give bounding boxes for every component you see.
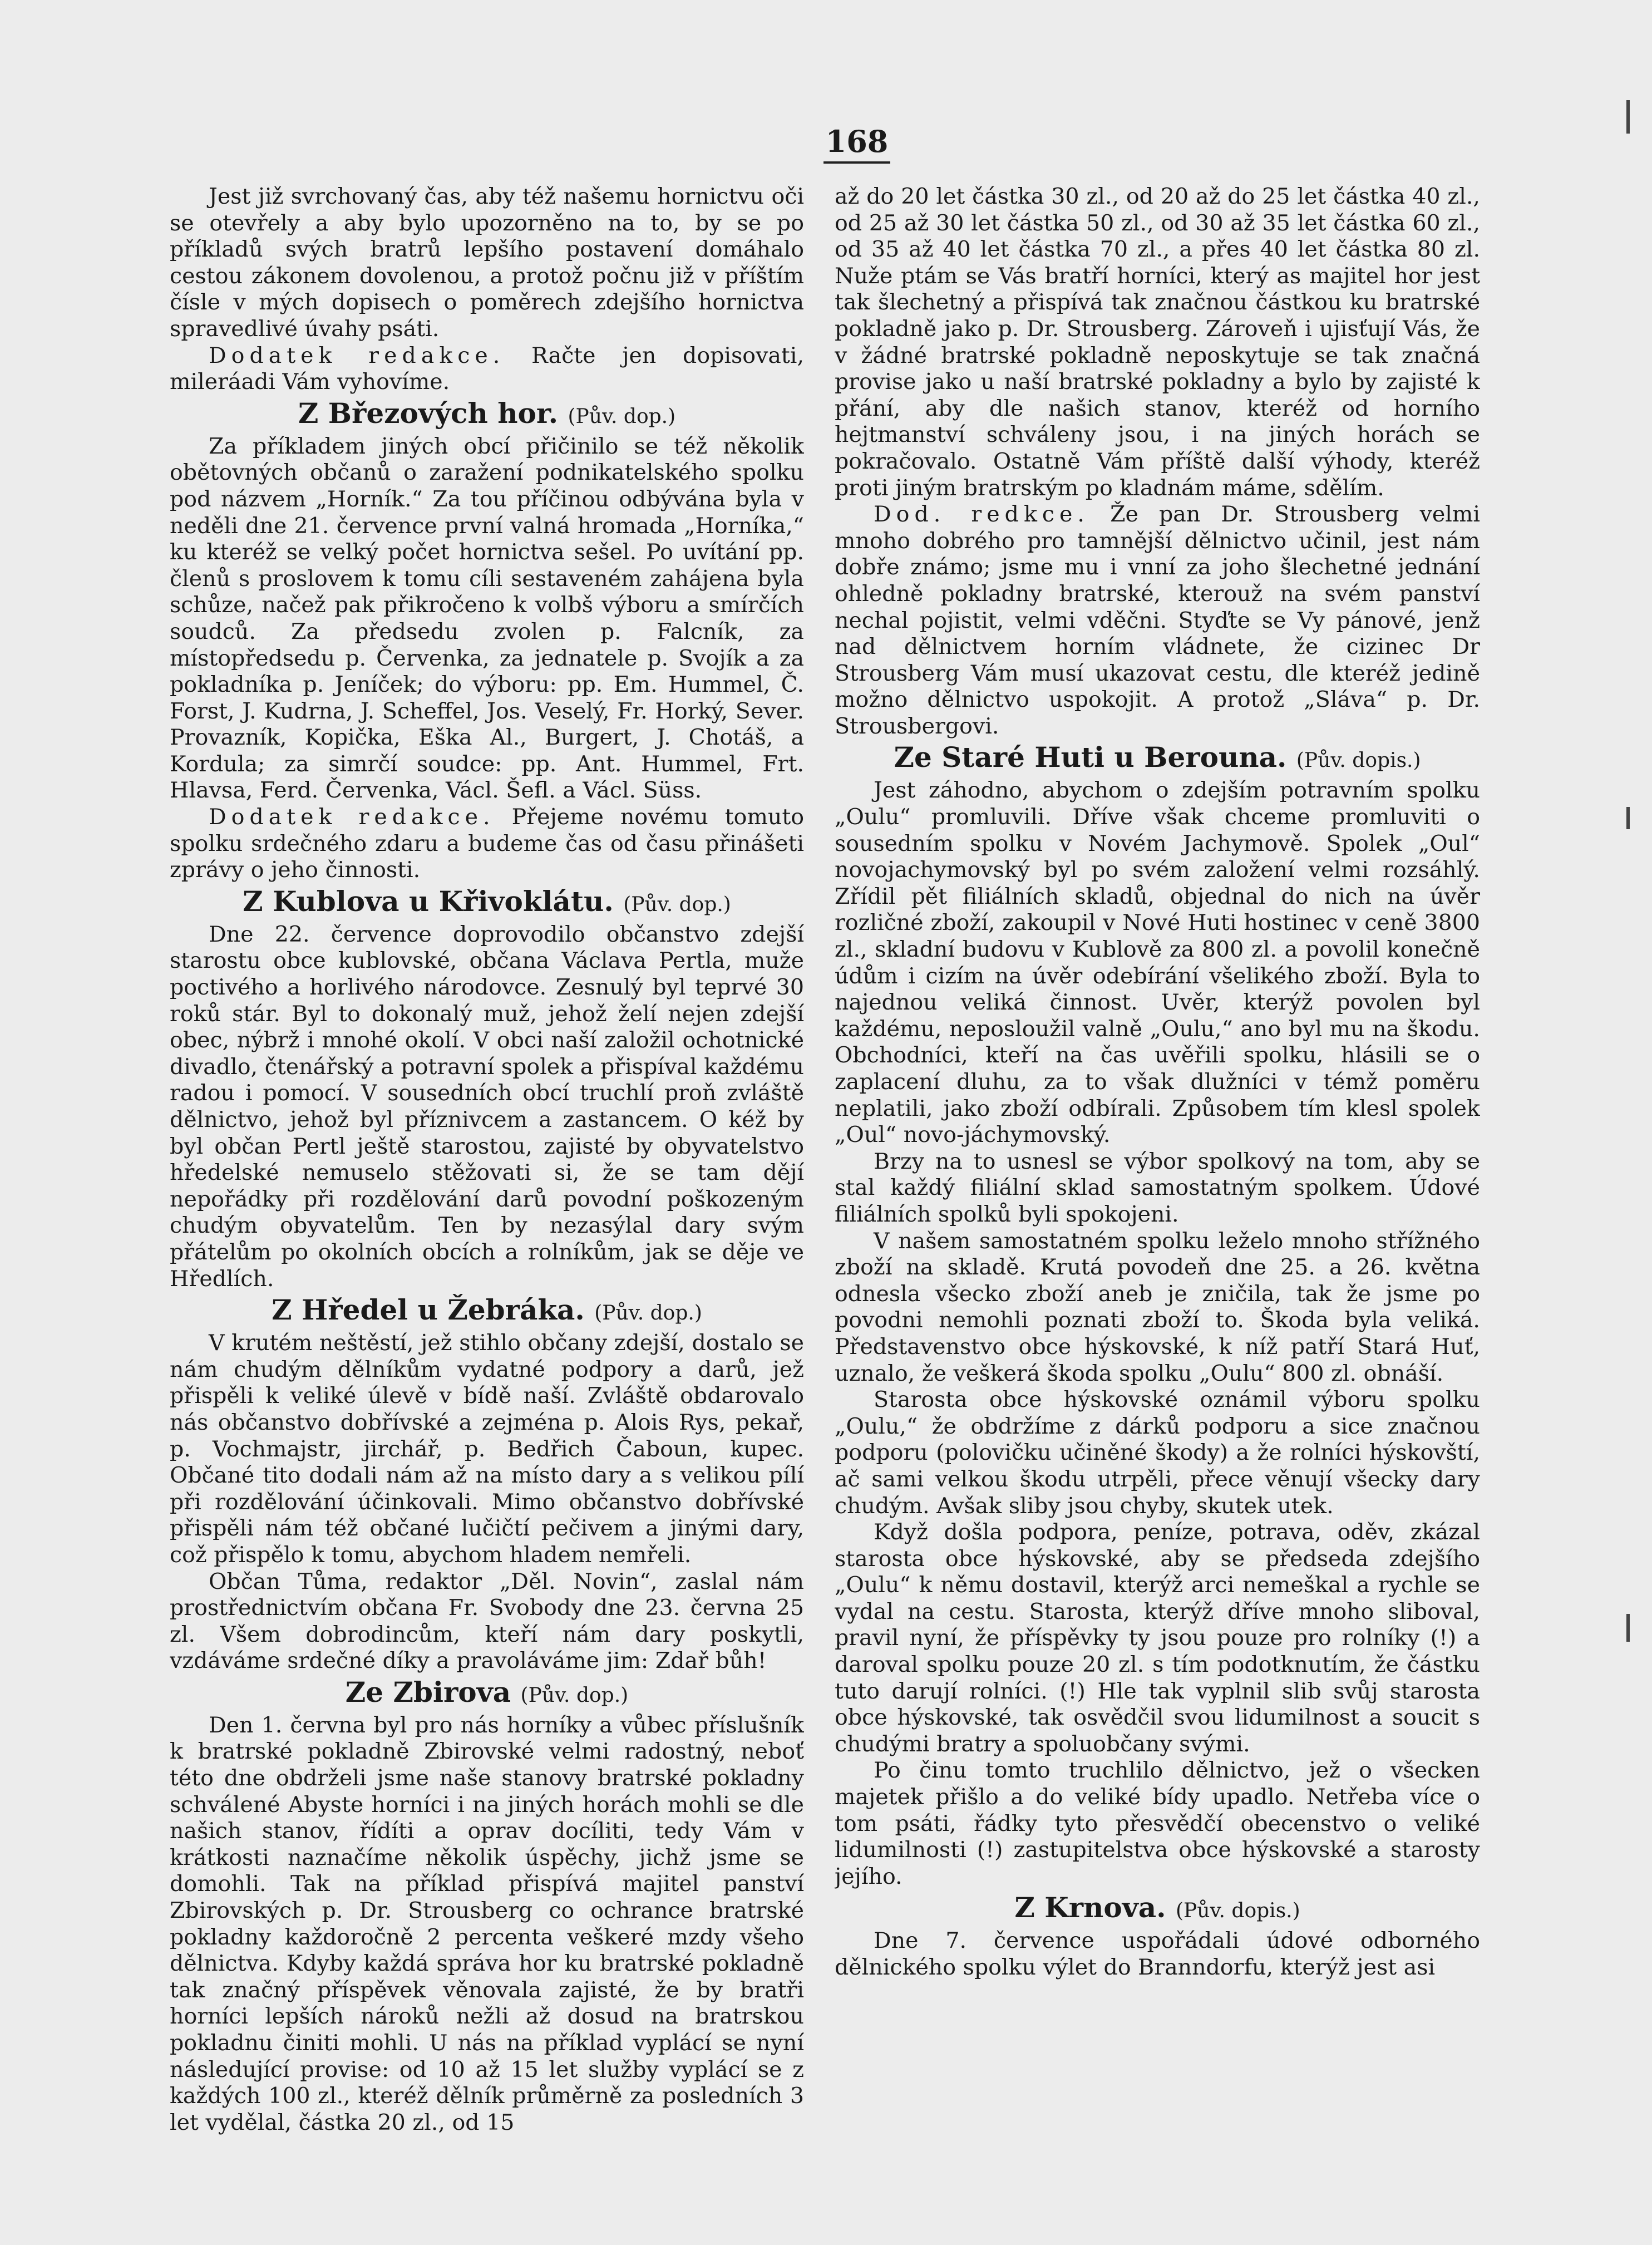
- article-heading: [835, 742, 1480, 776]
- left-column: [170, 184, 804, 2221]
- paragraph: Když došla podpora, peníze, potrava, oděv, zkázal starosta obce hýskovské, aby se předseda zdejšího „Oulu“ k němu dostavil, kterýž arci nemeškal a rychle se vydal na cestu. Starosta, kterýž dříve mnoho sliboval, pravil nyní, že příspěvky ty jsou pouze pro rolníky (!) a daroval spolku pouze 20 zl. s tím podotknutím, že částku tuto darují rolníci. (!) Hle tak vyplnil slib svůj starosta obce hýskovské, tak osvědčil svou lidumilnost a soucit s chudými bratry a spoluobčany svými.: [835, 1519, 1480, 1757]
- article-heading: [170, 398, 804, 432]
- editorial-note-label: Dod. redkce.: [874, 501, 1089, 528]
- editorial-note-text: Račte jen dopisovati, mileráadi Vám vyhovíme.: [170, 342, 804, 395]
- paragraph: Brzy na to usnesl se výbor spolkový na tom, aby se stal každý filiální sklad samostatným spolkem. Údové filiálních spolků byli spokojeni.: [835, 1148, 1480, 1227]
- article-source: (Pův. dop.): [568, 405, 676, 428]
- paragraph: Dne 7. července uspořádali údové odborného dělnického spolku výlet do Branndorfu, kterýž jest asi: [835, 1928, 1480, 1980]
- paragraph: Občan Tůma, redaktor „Děl. Novin“, zaslal nám prostřednictvím občana Fr. Svobody dne 23. června 25 zl. Všem dobrodincům, kteří nám dary poskytli, vzdáváme srdečné díky a pravoláváme jim: Zdař bůh!: [170, 1568, 804, 1674]
- paragraph: Starosta obce hýskovské oznámil výboru spolku „Oulu,“ že obdržíme z dárků podporu a sice značnou podporu (polovičku učiněné škody) a že rolníci hýskovští, ač sami velkou škodu utrpěli, přece věnují všecky dary chudým. Avšak sliby jsou chyby, skutek utek.: [835, 1387, 1480, 1519]
- paragraph: Jest záhodno, abychom o zdejším potravním spolku „Oulu“ promluvili. Dříve však chceme promluviti o sousedním spolku v Novém Jachymově. Spolek „Oul“ novojachymovský byl po svém založení velmi rozsáhlý. Zřídil pět filiálních skladů, objednal do nich na úvěr rozličné zboží, zakoupil v Nové Huti hostinec v ceně 3800 zl., skladní budovu v Kublově za 800 zl. a povolil konečně údům i cizím na úvěr odebírání všelikého zboží. Byla to najednou veliká činnost. Uvěr, kterýž povolen byl každému, neposloužil valně „Oulu,“ ano byl mu na škodu. Obchodníci, kteří na čas uvěřili spolku, hlásili se o zaplacení dluhu, za to však dlužníci v témž poměru neplatili, jako zboží odbírali. Způsobem tím klesl spolek „Oul“ novo-jáchymovský.: [835, 777, 1480, 1148]
- article-source: (Pův. dop.): [520, 1683, 629, 1707]
- article-source: (Pův. dop.): [623, 893, 731, 916]
- paragraph: Jest již svrchovaný čas, aby též našemu hornictvu oči se otevřely a aby bylo upozorněno na to, by se po příkladů svých bratrů lepšího postavení domáhalo cestou zákonem dovolenou, a protož počnu již v příštím čísle v mých dopisech o poměrech zdejšího hornictva spravedlivé úvahy psáti.: [170, 184, 804, 342]
- scan-edge-mark: [1626, 100, 1630, 134]
- editorial-note-text: Že pan Dr. Strousberg velmi mnoho dobrého pro tamnější dělnictvo učinil, jest nám dobře známo; jsme mu i vnní za joho šlechetné jednání ohledně pokladny bratrské, kterouž na svém panství nechal pojistit, velmi vděčni. Styďte se Vy pánové, jenž nad dělnictvem horním vládnete, že cizinec Dr Strousberg Vám musí ukazovat cestu, dle kteréž jedině možno dělnictvo uspokojit. A protož „Sláva“ p. Dr. Strousbergovi.: [835, 501, 1480, 739]
- scan-edge-mark: [1626, 1614, 1630, 1642]
- article-title: Z Kublova u Křivoklátu.: [243, 884, 614, 918]
- article-heading: [170, 1677, 804, 1711]
- paragraph: až do 20 let částka 30 zl., od 20 až do 25 let částka 40 zl., od 25 až 30 let částka 50 zl., od 30 až 35 let částka 60 zl., od 35 až 40 let částka 70 zl., a přes 40 let částka 80 zl. Nuže ptám se Vás bratří horníci, který as majitel hor jest tak šlechetný a přispívá tak značnou částkou ku bratrské pokladně jako p. Dr. Strousberg. Zároveň i ujisťují Vás, že v žádné bratrské pokladně neposkytuje se tak značná provise jako u naší bratrské pokladny a bylo by zajisté k přání, aby dle našich stanov, kteréž od horního hejtmanství schváleny jsou, i na jiných horách se pokračovalo. Ostatně Vám příště další výhody, kteréž proti jiným bratrským po kladnám máme, sdělím.: [835, 184, 1480, 501]
- editorial-note: [170, 804, 804, 884]
- article-title: Ze Zbirova: [345, 1675, 511, 1709]
- article-source: (Pův. dopis.): [1176, 1899, 1300, 1923]
- editorial-note-label: Dodatek redakce.: [209, 804, 495, 830]
- right-column: [835, 184, 1480, 2221]
- paragraph: Za příkladem jiných obcí přičinilo se též několik obětovných občanů o zaražení podnikatelského spolku pod názvem „Horník.“ Za tou příčinou odbývána byla v neděli dne 21. července první valná hromada „Horníka,“ ku kteréž se velký počet hornictva sešel. Po uvítání pp. členů s proslovem k tomu cíli sestaveném zahájena byla schůze, načež pak přikročeno k volbš výboru a smírčích soudců. Za předsedu zvolen p. Falcník, za místopředsedu p. Červenka, za jednatele p. Svojík a za pokladníka p. Jeníček; do výboru: pp. Em. Hummel, Č. Forst, J. Kudrna, J. Scheffel, Jos. Veselý, Fr. Horký, Sever. Provazník, Kopička, Eška Al., Burgert, J. Chotáš, a Kordula; za simrčí soudce: pp. Ant. Hummel, Frt. Hlavsa, Ferd. Červenka, Václ. Šefl. a Václ. Süss.: [170, 433, 804, 804]
- editorial-note: [835, 501, 1480, 740]
- paragraph: Den 1. června byl pro nás horníky a vůbec příslušník k bratrské pokladně Zbirovské velmi radostný, neboť této dne obdrželi jsme naše stanovy bratrské pokladny schválené Abyste horníci i na jiných horách mohli se dle našich stanov, řídíti a oprav docíliti, tedy Vám v krátkosti naznačíme několik úspěchy, jichž jsme se domohli. Tak na příklad přispívá majitel panství Zbirovských p. Dr. Strousberg co ochrance bratrské pokladny každoročně 2 percenta veškeré mzdy všeho dělnictva. Kdyby každá správa hor ku bratrské pokladně tak značný příspěvek věnovala zajisté, že by bratři horníci lepších nároků nežli až dosud na bratrskou pokladnu činiti mohli. U nás na příklad vyplácí se nyní následující provise: od 10 až 15 let služby vyplácí se z každých 100 zl., kteréž dělník průměrně za posledních 3 let vydělal, částka 20 zl., od 15: [170, 1712, 804, 2135]
- scan-edge-mark: [1626, 807, 1630, 829]
- article-title: Z Hředel u Žebráka.: [272, 1293, 585, 1327]
- article-heading: [835, 1892, 1480, 1927]
- article-source: (Pův. dopis.): [1296, 749, 1421, 772]
- paragraph: Po činu tomto truchlilo dělnictvo, jež o všecken majetek přišlo a do veliké bídy upadlo. Netřeba více o tom psáti, řádky tyto přesvědčí obecenstvo o veliké lidumilnosti (!) zastupitelstva obce hýskovské a starosty jejího.: [835, 1757, 1480, 1889]
- article-heading: [170, 886, 804, 920]
- paragraph: V našem samostatném spolku leželo mnoho střížného zboží na skladě. Krutá povodeň dne 25. a 26. května odnesla všecko zboží aneb je zničila, tak že jsme po povodni nemohli poznati zboží to. Škoda byla veliká. Představenstvo obce hýskovské, k níž patří Stará Huť, uznalo, že veškerá škoda spolku „Oulu“ 800 zl. obnáší.: [835, 1228, 1480, 1386]
- paragraph: V krutém neštěstí, jež stihlo občany zdejší, dostalo se nám chudým dělníkům vydatné podpory a darů, jež přispěli k veliké úlevě v bídě naší. Zvláště obdarovalo nás občanstvo dobřívské a zejména p. Alois Rys, pekař, p. Vochmajstr, jirchář, p. Bedřich Čaboun, kupec. Občané tito dodali nám až na místo dary a s velikou pílí při rozdělování účinkovali. Mimo občanstvo dobřívské přispěli nám též občané lučičtí pečivem a jinými dary, což přispělo k tomu, abychom hladem nemřeli.: [170, 1330, 804, 1568]
- article-title: Ze Staré Huti u Berouna.: [894, 741, 1287, 774]
- editorial-note-text: Přejeme novému tomuto spolku srdečného zdaru a budeme čas od času přinášeti zprávy o jeho činnosti.: [170, 804, 804, 883]
- article-title: Z Březových hor.: [298, 396, 559, 430]
- editorial-note: [170, 343, 804, 396]
- page-number: 168: [823, 124, 890, 164]
- article-title: Z Krnova.: [1014, 1891, 1166, 1924]
- article-heading: [170, 1294, 804, 1329]
- article-source: (Pův. dop.): [594, 1302, 702, 1325]
- paragraph: Dne 22. července doprovodilo občanstvo zdejší starostu obce kublovské, občana Václava Pertla, muže poctivého a horlivého národovce. Zesnulý byl teprvé 30 roků stár. Byl to dokonalý muž, jehož želí nejen zdejší obec, nýbrž i mnohé okolí. V obci naší založil ochotnické divadlo, čtenářský a potravní spolek a přispíval každému radou i pomocí. V sousedních obcí truchlí proň zvláště dělnictvo, jehož byl příznivcem a zastancem. O kéž by byl občan Pertl ještě starostou, zajisté by obyvatelstvo hředelské nemuselo stěžovati si, že se tam dějí nepořádky při rozdělování darů povodní poškozeným chudým obyvatelům. Ten by nezasýlal dary svým přátelům po okolních obcích a rolníkům, jak se děje ve Hředlích.: [170, 921, 804, 1292]
- editorial-note-label: Dodatek redakce.: [209, 342, 505, 368]
